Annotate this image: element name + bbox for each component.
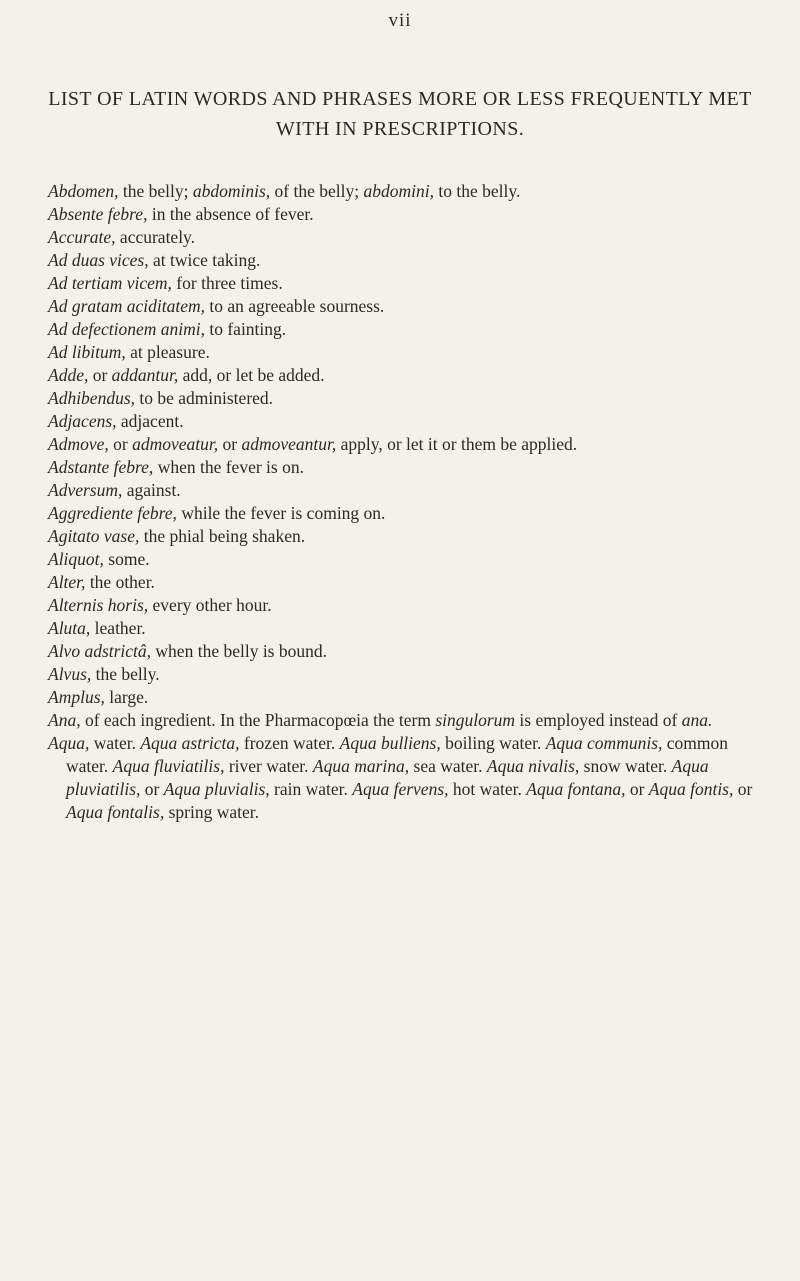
- definition-text: frozen water.: [239, 733, 340, 753]
- definition-text: is employed instead of: [515, 710, 682, 730]
- latin-term: Absente febre,: [48, 204, 148, 224]
- latin-term: Aqua pluvialis,: [163, 779, 270, 799]
- definition-text: to be administered.: [135, 388, 274, 408]
- latin-term: Aqua fontana,: [526, 779, 626, 799]
- definition-text: every other hour.: [148, 595, 272, 615]
- definition-text: hot water.: [448, 779, 527, 799]
- latin-term: Aqua fontalis,: [66, 802, 165, 822]
- definition-text: adjacent.: [116, 411, 184, 431]
- latin-term: Alvus,: [48, 664, 92, 684]
- definition-text: large.: [104, 687, 149, 707]
- definition-text: when the fever is on.: [153, 457, 304, 477]
- definition-text: while the fever is coming on.: [176, 503, 386, 523]
- definition-text: common water.: [66, 733, 728, 776]
- definition-text: or: [625, 779, 649, 799]
- latin-term: admoveatur,: [132, 434, 219, 454]
- glossary-entry: [48, 318, 766, 341]
- glossary-entry: [48, 617, 766, 640]
- glossary-entry: [48, 272, 766, 295]
- latin-term: Alter,: [48, 572, 86, 592]
- latin-term: Agitato vase,: [48, 526, 140, 546]
- latin-term: Aqua pluviatilis,: [66, 756, 709, 799]
- latin-term: Aggrediente febre,: [48, 503, 177, 523]
- glossary-entry: [48, 709, 766, 732]
- latin-term: Ad libitum,: [48, 342, 126, 362]
- definition-text: of the belly;: [270, 181, 364, 201]
- latin-term: Admove,: [48, 434, 109, 454]
- glossary-entry: [48, 226, 766, 249]
- definition-text: sea water.: [409, 756, 487, 776]
- definition-text: the other.: [85, 572, 155, 592]
- definition-text: leather.: [90, 618, 146, 638]
- latin-term: Alternis horis,: [48, 595, 149, 615]
- definition-text: the belly;: [118, 181, 193, 201]
- definition-text: add, or let be added.: [178, 365, 325, 385]
- glossary-entry: [48, 341, 766, 364]
- glossary-entry: [48, 502, 766, 525]
- latin-term: Aqua,: [48, 733, 90, 753]
- latin-term: Aqua fervens,: [352, 779, 449, 799]
- definition-text: or: [108, 434, 133, 454]
- definition-text: river water.: [224, 756, 313, 776]
- latin-term: ana.: [681, 710, 713, 730]
- latin-term: Aliquot,: [48, 549, 104, 569]
- definition-text: at pleasure.: [125, 342, 210, 362]
- latin-term: Adjacens,: [48, 411, 117, 431]
- latin-term: Adhibendus,: [48, 388, 136, 408]
- latin-term: Amplus,: [48, 687, 105, 707]
- definition-text: the belly.: [91, 664, 160, 684]
- definition-text: for three times.: [171, 273, 283, 293]
- page-title: LIST OF LATIN WORDS AND PHRASES MORE OR LESS FREQUENTLY MET WITH IN PRESCRIPTIONS.: [48, 88, 752, 140]
- definition-text: at twice taking.: [148, 250, 261, 270]
- definition-text: of each ingredient. In the Pharmacopœia the term: [80, 710, 436, 730]
- definition-text: to an agreeable sourness.: [205, 296, 385, 316]
- latin-term: Aluta,: [48, 618, 91, 638]
- glossary-entry: [48, 456, 766, 479]
- latin-term: Accurate,: [48, 227, 116, 247]
- glossary-entry: [48, 433, 766, 456]
- glossary-entry: [48, 410, 766, 433]
- latin-term: Aqua marina,: [312, 756, 410, 776]
- glossary-entry: [48, 525, 766, 548]
- latin-term: singulorum: [435, 710, 516, 730]
- definition-text: spring water.: [164, 802, 259, 822]
- latin-term: Ana,: [48, 710, 81, 730]
- latin-term: Ad gratam aciditatem,: [48, 296, 205, 316]
- glossary-entry: [48, 686, 766, 709]
- definition-text: when the belly is bound.: [151, 641, 327, 661]
- latin-term: Ad defectionem animi,: [48, 319, 205, 339]
- glossary-entry: [48, 663, 766, 686]
- glossary-entry: [48, 594, 766, 617]
- definition-text: to the belly.: [433, 181, 521, 201]
- latin-term: Adde,: [48, 365, 89, 385]
- glossary-entry: [48, 732, 766, 824]
- definition-text: water.: [89, 733, 141, 753]
- latin-term: addantur,: [111, 365, 179, 385]
- latin-term: Aqua communis,: [545, 733, 663, 753]
- latin-term: Adversum,: [48, 480, 123, 500]
- definition-text: apply, or let it or them be applied.: [336, 434, 578, 454]
- glossary-entry: [48, 180, 766, 203]
- latin-term: Aqua fluviatilis,: [112, 756, 225, 776]
- glossary-entry: [48, 387, 766, 410]
- glossary-entry: [48, 571, 766, 594]
- latin-term: Aqua astricta,: [140, 733, 240, 753]
- glossary-entry: [48, 203, 766, 226]
- definition-text: or: [733, 779, 753, 799]
- latin-term: Aqua fontis,: [648, 779, 734, 799]
- latin-term: admoveantur,: [241, 434, 337, 454]
- definition-text: or: [218, 434, 242, 454]
- definition-text: or: [88, 365, 112, 385]
- definition-text: or: [140, 779, 164, 799]
- latin-term: abdomini,: [363, 181, 434, 201]
- latin-term: Ad tertiam vicem,: [48, 273, 172, 293]
- latin-term: Aqua nivalis,: [486, 756, 580, 776]
- glossary-entry: [48, 548, 766, 571]
- latin-term: Abdomen,: [48, 181, 119, 201]
- glossary-entry: [48, 640, 766, 663]
- definition-text: to fainting.: [204, 319, 287, 339]
- definition-text: snow water.: [579, 756, 672, 776]
- glossary-list: [48, 180, 766, 824]
- page-number: vii: [388, 10, 412, 31]
- definition-text: boiling water.: [440, 733, 546, 753]
- definition-text: against.: [122, 480, 181, 500]
- glossary-entry: [48, 295, 766, 318]
- definition-text: in the absence of fever.: [147, 204, 314, 224]
- latin-term: Aqua bulliens,: [339, 733, 441, 753]
- glossary-entry: [48, 364, 766, 387]
- definition-text: the phial being shaken.: [139, 526, 306, 546]
- definition-text: accurately.: [115, 227, 196, 247]
- latin-term: abdominis,: [192, 181, 271, 201]
- latin-term: Alvo adstrictâ,: [48, 641, 152, 661]
- latin-term: Adstante febre,: [48, 457, 154, 477]
- glossary-entry: [48, 479, 766, 502]
- glossary-entry: [48, 249, 766, 272]
- definition-text: some.: [103, 549, 150, 569]
- latin-term: Ad duas vices,: [48, 250, 149, 270]
- definition-text: rain water.: [269, 779, 353, 799]
